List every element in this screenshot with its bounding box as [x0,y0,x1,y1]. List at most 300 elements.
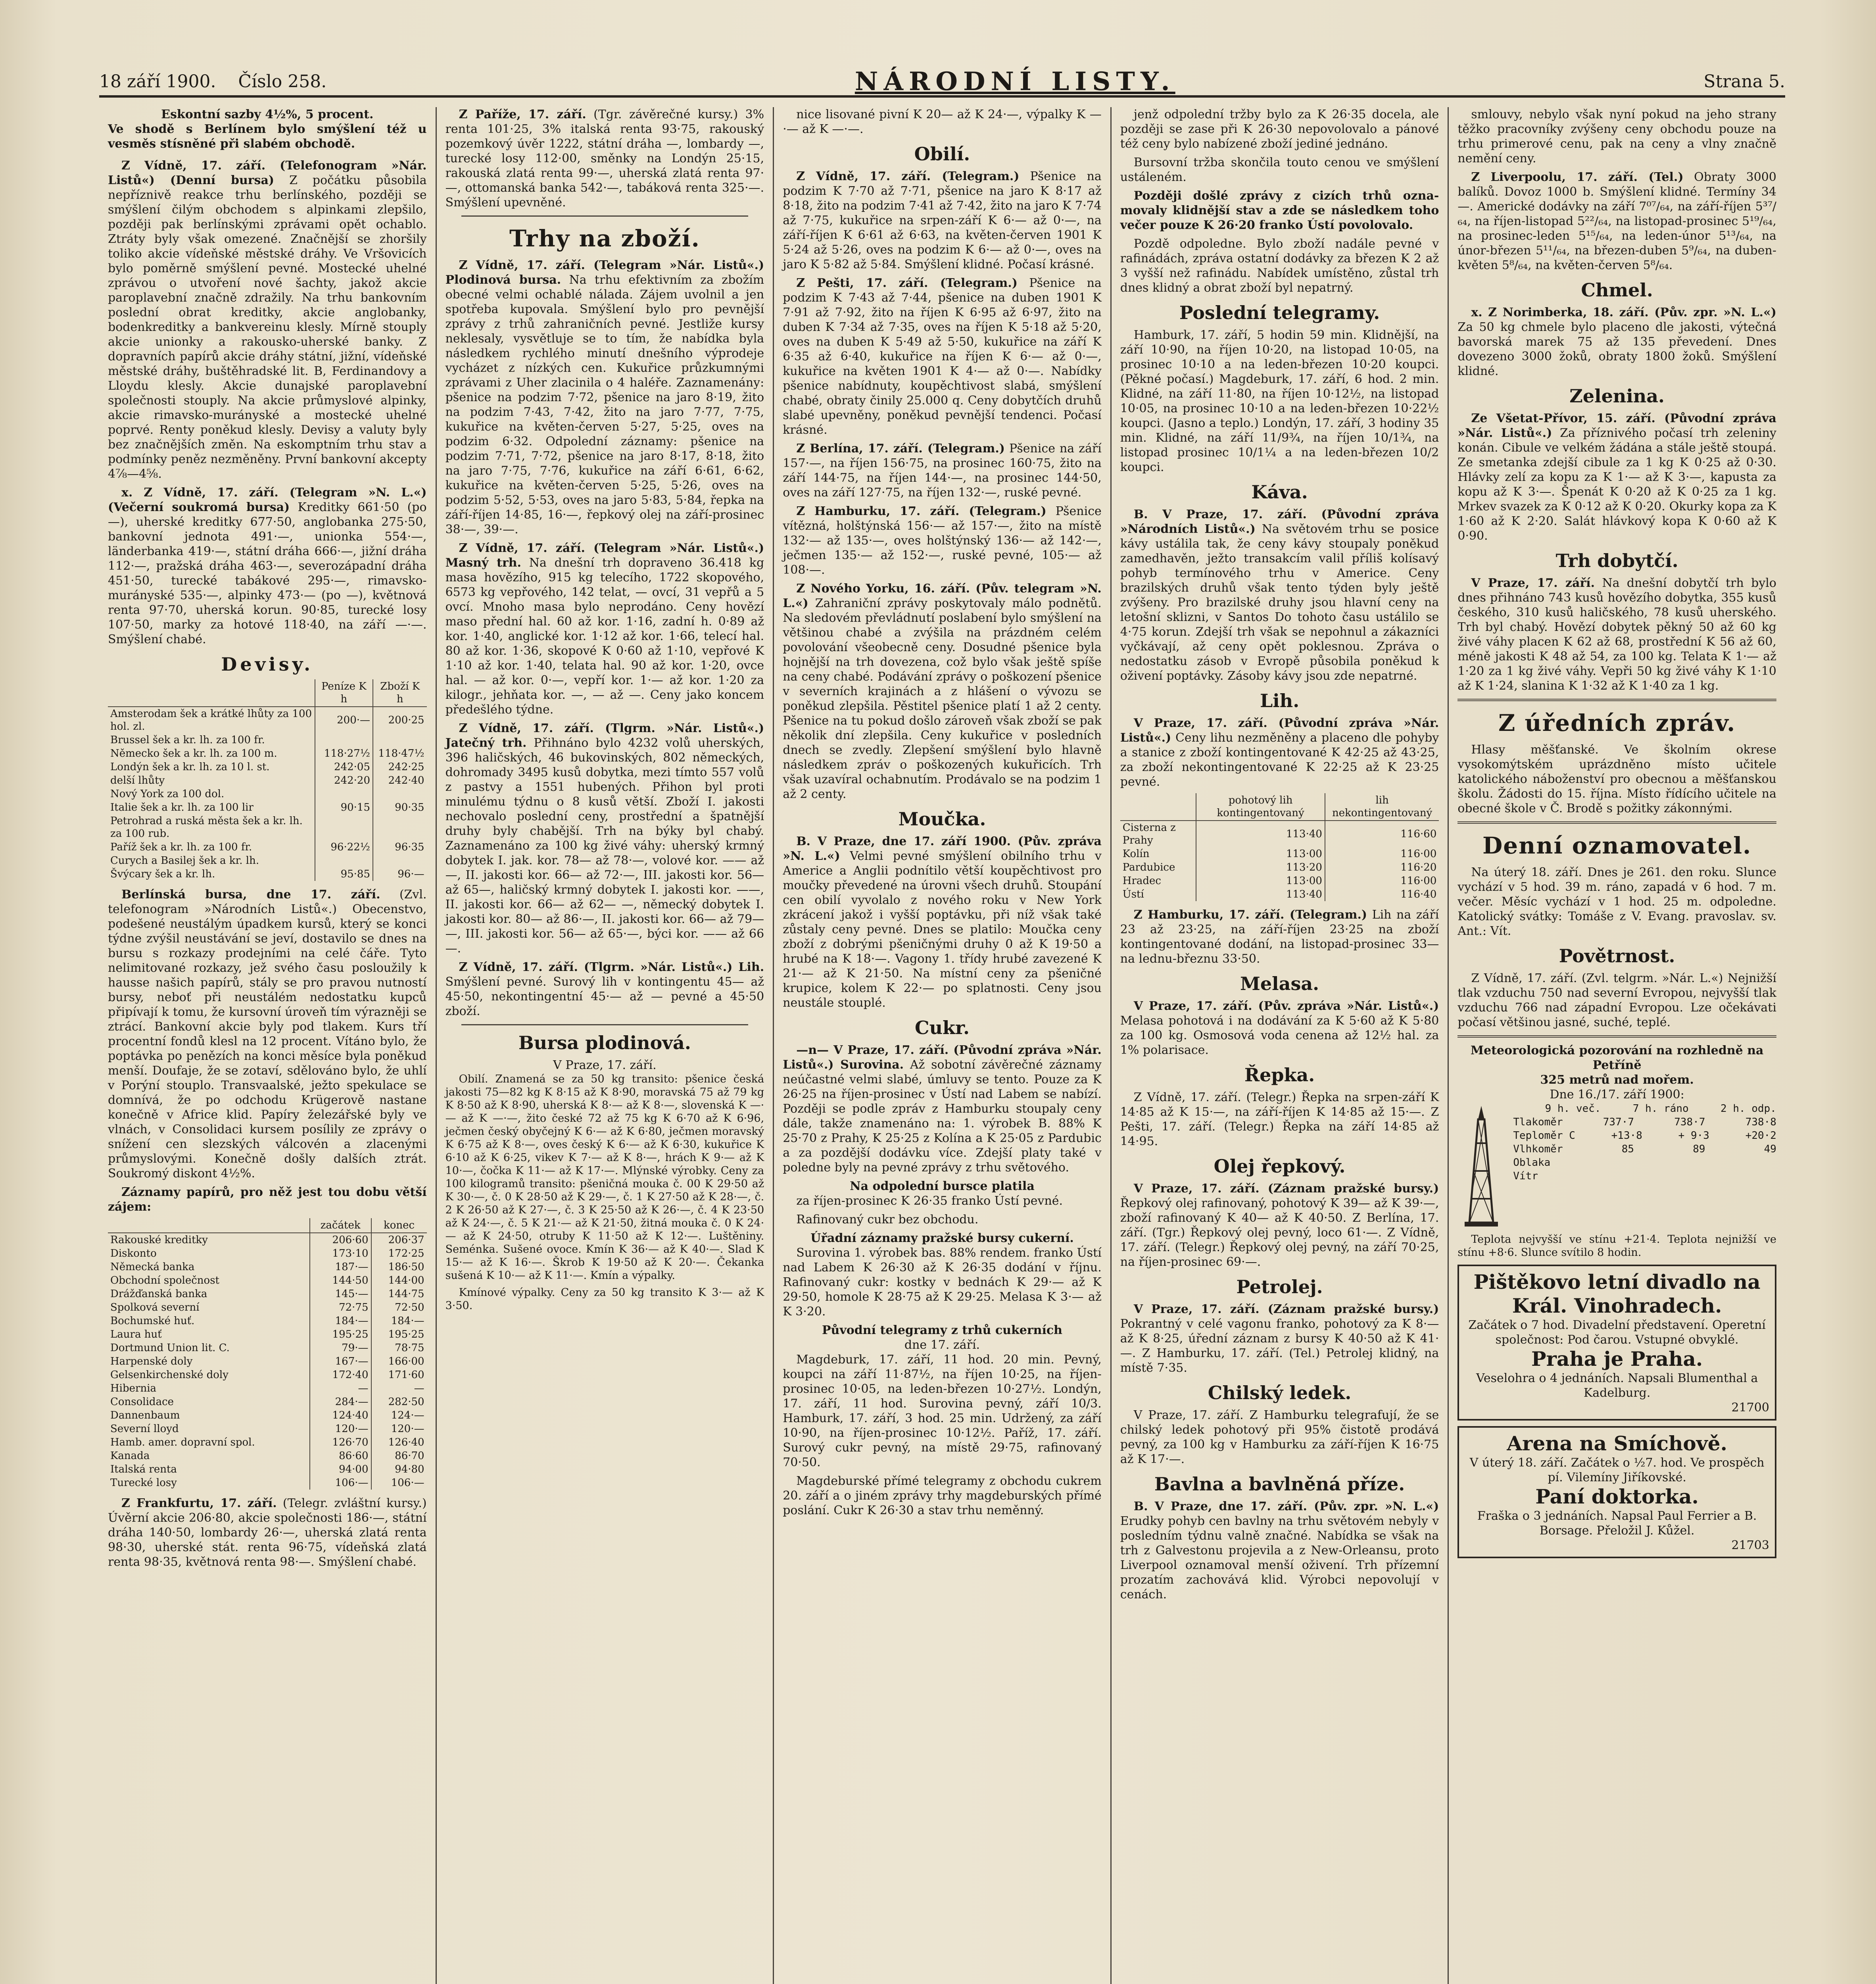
weather-row [1513,1129,1776,1142]
papers-row [108,1436,427,1449]
devisy-row [108,801,427,814]
papers-cell: Gelsenkirchenské doly [110,1369,228,1381]
last-telegrams-text: Hamburk, 17. září, 5 hodin 59 min. Klidnější, na září 10·90, na říjen 10·20, na listopad 10·05, na prosinec 10·10 a na leden-březen 10·20 koupci. (Pěkné počasí.) Magdeburk, 17. září, 6 hod. 2 min. Klidné, na září 11·80, na říjen 10·12½, na listopad 10·05, na prosinec 10·10 a na leden-březen 10·22½ koupci. (Jasno a teplo.) Londýn, 17. září, 3 hodiny 35 min. Klidné, na září 11/9¾, na říjen 10/1¾, na listopad prosinec 10/1¼ a na leden-březen 10/2 koupci. [1120,328,1439,474]
hamburk-spirit-report [1120,907,1439,966]
liverpool-report [1457,170,1776,273]
issue-date: 18 září 1900. [99,71,216,92]
obili-text: Pšenice na podzim K 7·70 až 7·71, pšenice na jaro K 8·17 až 8·18, žito na podzim 7·41 až 7·42, žito na jaro K 7·74 až 7·75, kukuřice na srpen-září K 6·— až 0·—, na září-říjen K 6·61 až 6·63, na květen-červen 1901 K 5·24 až 5·26, oves na podzim K 6·— až 0·—, oves na jaro K 5·82 až 5·84. Smýšlení klidné. Počasí krásné. [783,169,1102,271]
devisy-row [108,733,427,747]
devisy-cell [373,854,427,867]
papers-cell: 79·— [310,1341,371,1355]
melasa-lead: V Praze, 17. září. (Pův. zpráva »Nár. Listů«.) [1133,999,1439,1013]
chil-heading: Chilský ledek. [1208,1382,1352,1403]
zelenina-text: Za příznivého počasí trh zeleniny konán. Cibule ve velkém žádána a stále ještě stoupá. Ze smetanka zdejší cibule za 1 kg K 0·25 až 0·30. Hlávky zelí za kopu za K 1·— až K 3·—, kapusta za kopu až K 3·—. Špenát K 0·20 až K 0·25 za 1 kg. Mrkev svazek za K 0·12 až K 0·20. Okurky kopa za K 1·60 až K 2·20. Salát hlávkový kopa K 0·60 až K 0·90. [1457,426,1776,543]
papers-cell: Německá banka [110,1261,195,1273]
lih-row [1120,847,1439,861]
urad-heading: Z úředních zpráv. [1498,709,1736,736]
papers-cell: 120·— [310,1422,371,1436]
rates-sub: Ve shodě s Berlínem bylo smýšlení též u vesměs stísněné při slabém obchodě. [108,122,427,151]
column-3 [773,107,1110,1984]
papers-cell: 206·60 [310,1233,371,1247]
rafinovany-text: Rafinovaný cukr bez obchodu. [796,1213,979,1227]
melasa-report [1120,999,1439,1057]
newspaper-title: NÁRODNÍ LISTY. [854,66,1175,96]
trh-heading: Trh dobytčí. [1555,550,1678,571]
hamburk-report [783,504,1102,577]
refined-text: za říjen-prosinec K 26·35 franko Ústí pevné. [796,1194,1063,1208]
newyork-text: Zahraniční zprávy poskytovaly málo podnětů. Na sledovém převládnutí poslabení bylo smýšlení na většinou chabé a zvýšila na prázdném celém povolování všeobecně ceny. Dosudné pšenice byla hojnější na trh dovezena, což bylo však ještě spíše na ceny chabé. Podávání zprávy o poškození pšenice v severních krajinách a z hlášení o vývozu se poněkud zlepšila. Pěstitel pšenice platí 1 až 2 centy. Pšenice na tu pokud došlo zároveň však zboží se pak několik dní zlepšila. Ceny kukuřice v posledních dnech se zvedly. Zlepšení smýšlení bylo hlavně následkem zpráv o poškozených kukuřicích. Trh však uzavíral ochabnutím. Prodávalo se na podzim 1 až 2 centy. [783,596,1102,801]
chmel-lead: x. Z Norimberka, 18. září. (Pův. zpr. »N. L.«) [1471,306,1776,319]
weather-sub: 325 metrů nad mořem. [1540,1073,1694,1087]
devisy-cell: Curych a Basilej šek a kr. lh. [110,855,259,867]
papers-cell: 186·50 [371,1260,427,1274]
lih-lead: V Praze, 17. září. (Původní zpráva »Nár. Listů«.) [1120,716,1439,745]
lih-cell: 116·20 [1325,861,1439,874]
devisy-row [108,707,427,733]
columns [99,107,1785,1984]
doktorka-text: Fraška o 3 jednáních. Napsal Paul Ferrier a B. Borsage. Přeložil J. Kůžel. [1477,1509,1757,1538]
weather-cell: Oblaka [1513,1157,1551,1169]
oznamovatel-heading: Denní oznamovatel. [1482,832,1752,859]
paris-text: (Tgr. závěrečné kursy.) 3% renta 101·25, 3% italská renta 93·75, rakouský pozemkový úvěr 1222, státní dráha —, lombardy —, turecké losy 112·00, směnky na Londýn 25·15, rakouská zlatá renta 99·—, uherská zlatá renta 97·—, ottomanská banka 542·—, tabáková renta 325·—. Smýšlení upevněné. [445,108,764,210]
papers-cell: 166·00 [371,1355,427,1368]
chmel-report [1457,305,1776,379]
papers-col-header: konec [371,1218,427,1233]
papers-cell: 171·60 [371,1368,427,1382]
papers-cell: 144·00 [371,1274,427,1287]
trh-lead: V Praze, 17. září. [1471,576,1595,590]
market-heading: Trhy na zboží. [509,225,700,252]
moucka-text: Velmi pevné smýšlení obilního trhu v Americe a Anglii podnítilo větší koupěchtivost pro moučky převedené na úrovni všech druhů. Stoupání cen obilí vyvolalo z nového roku v New York zkrácení jakož i vyšší poptávku, při níž však také zůstaly ceny pevné. Dnes se platilo: Moučka ceny zboží z dobrými pšeničnými druhy 0 až K 19·50 a hrubé na K 18·—. Vagony 1. třídy hrubé zavezené K 21·— až K 21·50. Na místní ceny za pšeničné krupice, kolem K 22·— po splatnosti. Ceny jsou neustále stouplé. [783,849,1102,1010]
devisy-cell [315,787,373,801]
papers-cell: 94·00 [310,1463,371,1476]
cukr-heading: Cukr. [915,1017,970,1038]
hamburk-spirit-lead: Z Hamburku, 17. září. (Telegram.) [1133,908,1367,922]
kava-lead: B. V Praze, 17. září. (Původní zpráva »Národních Listů«.) [1120,508,1439,536]
grain-heading: Bursa plodinová. [518,1032,691,1054]
chmel-heading: Chmel. [1581,279,1653,301]
cukr-text: Až sobotní závěrečné záznamy neúčastné velmi slabé, úmluvy se tento. Pouze za K 26·25 na říjen-prosinec v Ústí nad Labem se nabízí. Později se podle zpráv z Hamburku stoupaly ceny dále, takže znamenáno na: 1. výrobek B. 88% K 25·70 z Prahy, K 25·25 z Kolína a K 25·05 z Pardubic a za pozdější dodávku více. Zdejší platy také v poledne byly na pevné zprávy z trhu světového. [783,1058,1102,1175]
devisy-cell [373,814,427,840]
devisy-cell: 242·20 [315,774,373,787]
trh-text: Na dnešní dobytčí trh bylo dnes přihnáno 743 kusů hovězího dobytka, 355 kusů českého, 310 kusů haličského, 78 kusů uherského. Trh byl chabý. Hovězí dobytek pěkný 50 až 60 kg živé váhy placen K 62 až 68, prostřední K 56 až 60, méně jakosti K 48 až 54, za 100 kg. Telata K 1·— až 1·20 za 1 kg živé váhy. Vepři 50 kg živé váhy K 1·10 až K 1·24, slanina K 1·32 až K 1·40 za 1 kg. [1457,576,1776,693]
papers-col-header [108,1218,310,1233]
papers-cell: 120·— [371,1422,427,1436]
weather-cell: 738·7 [1674,1116,1705,1128]
lih-cell: 113·00 [1196,847,1325,861]
devisy-cell: 96·22½ [315,840,373,854]
vienna2-text: Kreditky 661·50 (po —), uherské kreditky 677·50, anglobanka 275·50, bankovní jednota 491·—, unionka 554·—, länderbanka 419·—, státní dráha 666·—, jižní dráha 112·—, pražská dráha 463·—, severozápadní dráha 451·50, turecké tabákové 295·—, rimavsko-murányské 535·—, alpinky 473·— (po —), květnová renta 97·70, uherská korun. 90·85, turecké losy 107·50, marky za hotové 118·40, na září —·—. Smýšlení chabé. [108,500,427,646]
frankfurt-text: (Telegr. zvláštní kursy.) Úvěrní akcie 206·80, akcie společnosti 186·—, státní dráha 140·50, lombardy 26·—, uherská zlatá renta 98·30, uherské stát. renta 96·75, vídeňská zlatá renta 98·35, květnová renta 98·—. Smýšlení chabé. [108,1496,427,1569]
vienna-report [108,158,427,481]
grain-text: Obilí. Znamená se za 50 kg transito: pšenice česká jakosti 75—82 kg K 8·15 až K 8·90, moravská 75 až 79 kg K 8·50 až K 8·90, uherská K 8·— až K 8·—, slovenská K —·— až K —·—, žito české 72 až 75 kg K 6·70 až K 6·96, ječmen český obyčejný K 6·— až K 6·80, ječmen moravský K 6·75 až K 8·—, oves český K 6·— až K 6·30, kukuřice K 6·10 až K 6·25, vikev K 7·— až K 8·—, hrách K 9·— až K 10·—, čočka K 11·— až K 17·—. Mlýnské výrobky. Ceny za 100 kilogramů transito: pšeničná mouka č. 00 K 29·50 až K 30·—, č. 0 K 28·50 až K 29·—, č. 1 K 27·50 až K 28·—, č. 2 K 26·50 až K 27·—, č. 3 K 25·50 až K 26·—, č. 4 K 23·50 až K 24·—, č. 5 K 21·— až K 21·50, žitná mouka č. 0 K 24·— až K 24·50, otruby K 11·50 až K 12·—. Luštěniny. Seménka. Sušené ovoce. Kmín K 36·— až K 40·—. Slad K 15·— až K 16·—. Škrob K 19·50 až K 20·—. Čekanka sušená K 10·— až K 11·—. Kmín a výpalky. [445,1073,764,1282]
papers-row [108,1422,427,1436]
frankfurt-lead: Z Frankfurtu, 17. září. [121,1496,277,1510]
repka-heading: Řepka. [1244,1064,1315,1086]
weather-cell: Teploměr C [1513,1130,1575,1142]
weather-table [1457,1102,1776,1183]
papers-cell: 94·80 [371,1463,427,1476]
praha-text: Veselohra o 4 jednáních. Napsali Blumenthal a Kadelburg. [1476,1371,1758,1400]
devisy-cell: 118·27½ [315,747,373,760]
papers-row [108,1449,427,1463]
devisy-row [108,854,427,867]
lih-text: Ceny lihu nezměněny a placeno dle pohyby a stanice z zboží kontingentované K 42·25 až 43·25, za zboží nekontingentované K 22·25 až K 23·25 pevné. [1120,731,1439,789]
devisy-cell: Amsterodam šek a krátké lhůty za 100 hol. zl. [110,708,312,732]
papers-cell: Consolidace [110,1396,174,1408]
grain-footer: Kmínové výpalky. Ceny za 50 kg transito K 3·— až K 3·50. [445,1286,764,1312]
divider [461,215,749,217]
papers-cell: 184·— [371,1314,427,1328]
lih-table [1120,793,1439,901]
moucka-heading: Moučka. [898,808,986,830]
papers-cell: 195·25 [310,1328,371,1341]
papers-cell: Kanada [110,1450,150,1462]
lih-cell: Pardubice [1122,861,1175,873]
paris-lead: Z Paříže, 17. září. [459,108,586,121]
devisy-row [108,774,427,787]
papers-row [108,1233,427,1247]
last-telegrams-heading: Poslední telegramy. [1179,302,1380,323]
theatre-text: Začátek o 7 hod. Divadelní představení. Operetní společnost: Pod čarou. Vstupné obvyklé. [1468,1318,1766,1347]
col3-footer: Magdeburské přímé telegramy z obchodu cukrem 20. září a o jiném zprávy trhy magdeburských přímé poslání. Cukr K 26·30 a stav trhu neměnný. [783,1474,1102,1517]
lih-col-header: lih nekontingentovaný [1325,793,1439,821]
devisy-cell: Brussel šek a kr. lh. za 100 fr. [110,734,265,746]
official-heading: Úřadní záznamy pražské bursy cukerní. [810,1231,1074,1245]
devisy-cell: Londýn šek a kr. lh. za 10 l. st. [110,761,270,773]
telegram-sub: dne 17. září. [904,1338,980,1352]
doktorka-num: 21703 [1731,1538,1769,1552]
berlin-text: (Zvl. telefonogram »Národních Listů«.) Obecenstvo, podešené neustálým úpadkem kursů, který se konci týdne zvýšil neustávání se jeví, dostavilo se dnes na bursu s rozkazy prodejními na celé čáře. Tyto nelimitované rozkazy, jež svého času posloužily k hausse našich papírů, stály se pro pravou nutností bursy, neboť při neustálém nedostatku kupců připívají k tomu, že kursovní úroveň tím výrazněji se ztrácí. Bankovní akcie byly pod tlakem. Kurs tří procentní fondů klesl na 12 procent. Vítáno bylo, že poptávka po penězích na konci měsíce byla poněkud menší. Doufaje, že se zotaví, sdělováno bylo, že uhlí v Porýní stouplo. Transvaalské, ježto spekulace se domnívá, že po odchodu Krügerově nastane konečně v Africe klid. Papíry železářské byly ve vlnách, v Consolidaci kursem posílily ze zprávy o snížení cen slezských válcovén a zlacenými průmyslovými. Konečně došly dalších ztrát. Soukromý diskont 4½%. [108,888,427,1180]
arena-text: V úterý 18. září. Začátek o ½7. hod. Ve prospěch pí. Vilemíny Jiříkovské. [1469,1456,1765,1484]
vienna-evening-report [108,485,427,647]
devisy-cell [315,854,373,867]
refined-heading: Na odpolední bursce platila [850,1179,1035,1193]
lih-cell: Cisterna z Prahy [1122,822,1176,846]
praha-num: 21700 [1731,1401,1769,1415]
papers-cell: Spolková severní [110,1302,200,1313]
berlin-report [108,887,427,1181]
papers-row [108,1368,427,1382]
bavlna-lead: B. V Praze, dne 17. září. (Pův. zpr. »N. L.«) [1133,1500,1439,1513]
papers-row [108,1476,427,1490]
lih-col-header: pohotový lih kontingentovaný [1196,793,1325,821]
oznamovatel-text: Na úterý 18. září. Dnes je 261. den roku. Slunce vychází v 5 hod. 39 m. ráno, zapadá v 6 hod. 7 m. večer. Měsíc vychází v 1 hod. 25 m. odpoledne. Katolický svátky: Tomáše z V. Evang. pravoslav. sv. Ant.: Vít. [1457,865,1776,938]
berlin-grain-text: Pšenice na září 157·—, na říjen 156·75, na prosinec 160·75, žito na září 144·75, na říjen 144·—, na prosinec 144·50, oves na září 127·75, na říjen 132·—, ruské pevné. [783,442,1102,500]
col4-intro: jenž odpolední tržby bylo za K 26·35 docela, ale později se zase při K 26·30 nepovolovalo a pánové též ceny bylo nabízené zboží jediné jednáno. [1120,108,1439,151]
papers-cell: 126·40 [371,1436,427,1449]
lih-cell: 116·00 [1325,874,1439,888]
spirit-text: Smýšlení pevné. Surový lih v kontingentu 45— až 45·50, nekontingentní 45·— až — pevné a 45·50 zboží. [445,975,764,1018]
papers-cell: Bochumské huť. [110,1315,195,1327]
col4-intro3: Později došlé zprávy z cizích trhů ozna-movaly klidnější stav a zde se následkem toho večer pouze K 26·20 franko Ústí povolovalo. [1120,189,1439,232]
lih-cell: 113·40 [1196,888,1325,901]
divider [1457,699,1776,701]
povetrnost-text: Z Vídně, 17. září. (Zvl. telgrm. »Nár. L.«) Nejnižší tlak vzduchu 750 nad severní Evropou, nejvyšší tlak vzduchu 766 nad západní Evropou. Lze očekávati počasí většinou jasné, suché, teplé. [1457,971,1776,1029]
devisy-row [108,814,427,840]
weather-cell: Vítr [1513,1170,1538,1182]
issue-number: Číslo 258. [238,71,327,92]
weather-row [1513,1156,1776,1169]
divider [1457,821,1776,824]
weather-heading: Meteorologická pozorování na rozhledně na Petříně [1470,1044,1764,1072]
devisy-cell [373,733,427,747]
pest-report [783,276,1102,437]
papers-cell: 187·— [310,1260,371,1274]
theatre-ad [1457,1265,1776,1421]
weather-cell: 49 [1764,1143,1776,1155]
papers-cell: Rakouské kreditky [110,1234,208,1246]
lih-cell: Kolín [1122,848,1150,860]
obili-heading: Obilí. [914,143,970,165]
devisy-cell: 90·35 [373,801,427,814]
vienna-lead: Z Vídně, 17. září. (Telefonogram »Nár. Listů«) (Denní bursa) [108,159,427,187]
paris-report [445,107,764,210]
newyork-lead: Z Nového Yorku, 16. září. (Pův. telegram »N. L.«) [783,582,1102,610]
page-number: Strana 5. [1703,71,1785,92]
papers-cell: 106·— [310,1476,371,1490]
devisy-row [108,867,427,881]
papers-row [108,1409,427,1422]
meat-text: Na dnešní trh dopraveno 36.418 kg masa hovězího, 915 kg telecího, 1722 skopového, 6573 kg vepřového, 142 telat, — ovcí, 31 vepřů a 5 ovcí. Mnoho masa bylo neprodáno. Ceny hovězí maso přední hal. 60 až kor. 1·16, zadní h. 0·89 až kor. 1·40, anglické kor. 1·12 až kor. 1·66, telecí hal. 80 až kor. 1·36, skopové K 0·60 až 1·10, vepřové K 1·10 až kor. 1·40, telata hal. 90 až kor. 1·20, ovce hal. — až kor. 0·—, vepří kor. 1·— až kor. 1·20 za kilogr., jehňata kor. —, — až —. Ceny jako koncem předešlého týdne. [445,556,764,717]
hamburk-text: Pšenice vítězná, holštýnská 156·— až 157·—, žito na místě 132·— až 135·—, oves holštýnský 136·— až 142·—, ječmen 135·— až 152·—, ruské pevné, 105·— až 108·—. [783,504,1102,577]
weather-cell: 738·8 [1745,1116,1776,1128]
weather-cell: + 9·3 [1678,1130,1709,1142]
meat-lead: Z Vídně, 17. září. (Telegram »Nár. Listů«.) Masný trh. [445,541,764,570]
vienna-grain-lead: Z Vídně, 17. září. (Telegram »Nár. Listů«.) Plodinová bursa. [445,258,764,287]
papers-cell: Drážďanská banka [110,1288,207,1300]
papers-cell: 145·— [310,1287,371,1301]
masthead [99,67,1785,98]
papers-cell: 206·37 [371,1233,427,1247]
papers-cell: Dannenbaum [110,1409,180,1421]
meat-report [445,541,764,717]
papers-cell: 86·60 [310,1449,371,1463]
weather-date: Dne 16./17. září 1900: [1550,1088,1684,1102]
weather-col-header: 7 h. ráno [1632,1103,1689,1115]
chmel-text: Za 50 kg chmele bylo placeno dle jakosti, výtečná bavorská marek 75 až 135 převedení. Dnes dovezeno 3000 žoků, obraty 1800 žoků. Smýšlení klidné. [1457,320,1776,378]
papers-row [108,1314,427,1328]
lih-cell: 116·00 [1325,847,1439,861]
divider [1457,1035,1776,1038]
povetrnost-heading: Povětrnost. [1559,945,1675,967]
lih-row [1120,821,1439,847]
lih-cell: 113·40 [1196,821,1325,847]
bavlna-heading: Bavlna a bavlněná příze. [1154,1473,1405,1495]
devisy-table [108,679,427,881]
column-1 [99,107,436,1984]
papers-cell: 78·75 [371,1341,427,1355]
lih-cell: 116·60 [1325,821,1439,847]
devisy-cell: 242·40 [373,774,427,787]
moucka-lead: B. V Praze, dne 17. září 1900. (Pův. zpráva »N. L.«) [783,834,1102,863]
weather-cell: +20·2 [1745,1130,1776,1142]
olej-heading: Olej řepkový. [1214,1155,1346,1177]
papers-heading: Záznamy papírů, pro něž jest tou dobu větší zájem: [108,1185,427,1214]
weather-row [1513,1169,1776,1183]
theatre-heading: Pištěkovo letní divadlo na Král. Vinohradech. [1473,1270,1761,1317]
arena-heading: Arena na Smíchově. [1507,1432,1728,1455]
divider [461,1024,749,1025]
olej-lead: V Praze, 17. září. (Záznam pražské bursy.) [1133,1182,1439,1196]
melasa-text: Melasa pohotová i na dodávání za K 5·60 až K 5·80 za 100 kg. Osmosová voda cenena až 12½ hal. za 1% polarisace. [1120,1014,1439,1057]
papers-col-header: začátek [310,1218,371,1233]
lih-cell: Ústí [1122,888,1144,900]
devisy-cell [373,787,427,801]
weather-cell: 85 [1621,1143,1634,1155]
papers-cell: 172·40 [310,1368,371,1382]
papers-row [108,1382,427,1395]
petrolej-text: Pokrantný v celé vagonu franko, pohotový za K 8·— až K 8·25, úřední záznam z bursy K 40·50 až K 41·—. Z Hamburku, 17. září. (Tel.) Petrolej klidný, na místě 7·35. [1120,1317,1439,1375]
moucka-report [783,834,1102,1010]
devisy-cell: Petrohrad a ruská města šek a kr. lh. za 100 rub. [110,815,303,840]
devisy-cell [315,733,373,747]
devisy-cell: 90·15 [315,801,373,814]
papers-row [108,1260,427,1274]
devisy-cell [315,814,373,840]
papers-cell: 144·50 [310,1274,371,1287]
papers-cell: Dortmund Union lit. C. [110,1342,230,1354]
slaughter-lead: Z Vídně, 17. září. (Tlgrm. »Nár. Listů«.) Jatečný trh. [445,721,764,750]
slaughter-report [445,721,764,956]
papers-cell: 106·— [371,1476,427,1490]
weather-cell: Tlakoměr [1513,1116,1563,1128]
papers-row [108,1328,427,1341]
devisy-cell: 96·35 [373,840,427,854]
kava-text: Na světovém trhu se posice kávy ustálila tak, že ceny kávy stoupaly poněkud zamedhavěn, ježto transakcím valil příliš kolísavý pohyb termínového trhu v Americe. Ceny brazilských druhů však tento týden byly ještě zvýšeny. Pro brazilské druhy jsou hlavní ceny na letošní sklizni, v Santos Do tohoto času ustálilo se 4·75 korun. Zdejší trh však se nepohnul a zákazníci vyčkávají, až ceny opět poklesnou. Zpráva o nedostatku zásob v Evropě působila poněkud k oživení poptávky. Zásoby kávy jsou zde nepatrné. [1120,522,1439,683]
papers-row [108,1274,427,1287]
vienna2-lead: x. Z Vídně, 17. září. (Telegram »N. L.«) (Večerní soukromá bursa) [108,486,427,514]
papers-cell: 126·70 [310,1436,371,1449]
devisy-cell: Nový York za 100 dol. [110,788,225,800]
melasa-heading: Melasa. [1240,973,1319,994]
zelenina-heading: Zelenina. [1569,385,1665,407]
doktorka-heading: Paní doktorka. [1535,1485,1699,1508]
liverpool-lead: Z Liverpoolu, 17. září. (Tel.) [1471,170,1684,184]
hamburk-spirit-text: Lih na září 23 až 23·25, na září-říjen 23·25 na zboží kontingentované dodání, na listopad-prosinec 33— na lednu-březnu 33·50. [1120,908,1439,966]
weather-cell: Vlhkoměr [1513,1143,1563,1155]
urad-text: Hlasy měšťanské. Ve školním okrese vysokomýtském uprázdněno místo učitele katolického náboženství pro obecnou a měšťanskou školu. Žádosti do 15. října. Místo řídícího učitele na obecné škole v Č. Brodě s požitky zákonnými. [1457,743,1776,815]
lih-cell: 113·00 [1196,874,1325,888]
papers-row [108,1463,427,1476]
kava-heading: Káva. [1251,481,1308,503]
petrolej-heading: Petrolej. [1236,1276,1323,1298]
devisy-row [108,840,427,854]
newyork-report [783,581,1102,802]
arena-ad [1457,1426,1776,1558]
devisy-col-header: Peníze K h [315,679,373,707]
devisy-cell: 118·47½ [373,747,427,760]
devisy-row [108,760,427,774]
papers-cell: — [310,1382,371,1395]
column-4 [1110,107,1448,1984]
papers-cell: Severní lloyd [110,1423,179,1435]
devisy-cell: 95·85 [315,867,373,881]
spirit-lead: Z Vídně, 17. září. (Tlgrm. »Nár. Listů«.) Lih. [459,960,764,974]
papers-cell: Harpenské doly [110,1355,193,1367]
vienna-text: Z počátku působila nepříznivě reakce trhu berlínského, později se smýšlení čilým obchodem s alpinkami zlepšilo, později pak berlínskými zprávami opět ochablo. Ztráty byly však omezené. Značnější se zhoršily toliko akcie vídeňské městské dráhy. Ve Vršovicích bylo poměrně smýšlení pevné. Mostecké uhelné zprávou o utvoření nové šachty, jakož akcie paroplavební značně zdražily. Na trhu bankovním poslední obrat kreditky, akcie anglobanky, bodenkreditky a bankvereinu klesly. Mírně stouply akcie unionky a rakousko-uherské banky. Z dopravních papírů akcie dráhy státní, jižní, vídeňské městské dráhy, buštěhradské lit. B, Ferdinandovy a Lloydu klesly. Akcie dunajské paroplavební společnosti stouply. Na akcie průmyslové alpinky, akcie rimavsko-murányské a mostecké uhelné poprvé. Renty poněkud klesly. Devisy a valuty byly bez značnějších změn. Na eskomptním trhu stav a podmínky peněz nezměněny. První bankovní akcepty 4⅞—4⅝. [108,173,427,481]
petrin-tower-icon [1457,1104,1505,1230]
berlin-grain-report [783,441,1102,500]
telegram-text: Magdeburk, 17. září, 11 hod. 20 min. Pevný, koupci na září 11·87½, na říjen 10·25, na říjen-prosinec 10·05, na leden-březen 10·27½. Londýn, 17. září, 11 hod. Surovina pevný, září 10/3. Hamburk, 17. září, 3 hod. 25 min. Udržený, za září 10·90, na říjen-prosinec 10·12½. Paříž, 17. září. Surový cukr pevný, na místě 29·75, rafinovaný 70·50. [783,1353,1102,1469]
papers-cell: Laura huť [110,1328,162,1340]
weather-block [1457,1102,1776,1259]
devisy-cell: 200·25 [373,707,427,733]
weather-col-header: 9 h. več. [1545,1103,1601,1115]
papers-cell: 124·— [371,1409,427,1422]
papers-cell: 172·25 [371,1247,427,1260]
telegram-heading: Původní telegramy z trhů cukerních [822,1323,1062,1337]
devisy-col-header [108,679,315,707]
papers-cell: 86·70 [371,1449,427,1463]
papers-row [108,1287,427,1301]
obili-lead: Z Vídně, 17. září. (Telegram.) [796,169,1020,183]
lih-heading: Lih. [1260,690,1300,711]
lih-cell: 113·20 [1196,861,1325,874]
bavlna-report [1120,1499,1439,1602]
cukr-report [783,1043,1102,1175]
papers-cell: Hibernia [110,1382,157,1394]
pest-lead: Z Pešti, 17. září. (Telegram.) [796,276,1018,290]
vienna-grain-report [445,258,764,537]
papers-cell: 124·40 [310,1409,371,1422]
chil-text: V Praze, 17. září. Z Hamburku telegrafují, že se chilský ledek pohotový při 95% čistotě prodává pevný, za 100 kg v Hamburku za září-říjen K 16·75 až K 17·—. [1120,1408,1439,1466]
petrolej-lead: V Praze, 17. září. (Záznam pražské bursy.) [1133,1302,1439,1316]
papers-cell: 184·— [310,1314,371,1328]
col4-intro2: Bursovní tržba skončila touto cenou ve smýšlení ustáleném. [1120,156,1439,184]
devisy-heading: Devisy. [221,654,314,675]
papers-cell: 195·25 [371,1328,427,1341]
papers-cell: Obchodní společnost [110,1275,219,1286]
repka-text: Z Vídně, 17. září. (Telegr.) Řepka na srpen-září K 14·85 až K 15·—, na září-říjen K 14·85 až 15·—. Z Pešti, 17. září. (Telegr.) Řepka na září 14·85 až 14·95. [1120,1090,1439,1148]
hamburk-lead: Z Hamburku, 17. září. (Telegram.) [796,504,1046,518]
devisy-cell: 200·— [315,707,373,733]
column-2 [436,107,773,1984]
papers-row [108,1247,427,1260]
weather-row [1513,1142,1776,1156]
papers-cell: Hamb. amer. dopravní spol. [110,1436,255,1448]
pest-text: Pšenice na podzim K 7·43 až 7·44, pšenice na duben 1901 K 7·91 až 7·92, žito na říjen K 6·95 až 6·97, žito na duben K 7·34 až 7·35, oves na říjen K 5·18 až 5·20, oves na duben K 5·49 až 5·50, kukuřice na září K 6·35 až 6·40, kukuřice na říjen K 6·— až 0·—, kukuřice na květen 1901 K 4·— až 0·—. Nabídky pšenice nabídnuty, koupěchtivost slabá, smýšlení chabé, obraty činily 25.000 q. Ceny dobytčích druhů slabé upevněny, poněkud pevnější tendenci. Počasí krásné. [783,276,1102,437]
lih-cell: 116·40 [1325,888,1439,901]
papers-cell: Turecké losy [110,1477,177,1489]
papers-row [108,1341,427,1355]
frankfurt-report [108,1496,427,1569]
weather-header-row [1513,1102,1776,1115]
petrolej-report [1120,1302,1439,1375]
grain-lead: V Praze, 17. září. [553,1058,657,1072]
lih-cell: Hradec [1122,875,1161,887]
papers-cell: 284·— [310,1395,371,1409]
olej-text: Řepkový olej rafinovaný, pohotový K 39— až K 39·—, zboží rafinovaný K 40— až K 40·50. Z Berlína, 17. září. (Tgr.) Řepkový olej pevný, loco 61·—. Z Vídně, 17. září. (Telegr.) Řepkový olej pevný, na září 70·25, na říjen-prosinec 69·—. [1120,1196,1439,1269]
col4-intro4: Pozdě odpoledne. Bylo zboží nadále pevné v rafinádách, zpráva ostatní dodávky za březen K 2 až 3 vyšší než rafinádu. Nabídek umístěno, zůstal trh dnes klidný a obrat zboží byl nepatrný. [1120,237,1439,295]
papers-cell: 282·50 [371,1395,427,1409]
devisy-row [108,747,427,760]
papers-cell: 144·75 [371,1287,427,1301]
weather-col-header: 2 h. odp. [1720,1103,1776,1115]
devisy-cell: Německo šek a kr. lh. za 100 m. [110,748,277,759]
berlin-grain-lead: Z Berlína, 17. září. (Telegram.) [796,442,1005,456]
papers-row [108,1301,427,1314]
papers-row [108,1355,427,1368]
vienna-grain-text: Na trhu efektivním za zbožím obecné velmi ochablé nálada. Zájem uvolnil a jen spotřeba kupovala. Smýšlení bylo pro pevnější zprávy z trhů zahraničních pevné. Jestliže kursy neklesaly, vysvětluje se to tím, že nabídka byla následkem rychlého minutí dnešního výprodeje vycházet z nízkých cen. Kukuřice průzkumnými zprávami z Uher zlacinila o 4 haléře. Zaznamenány: pšenice na podzim 7·72, pšenice na jaro 8·19, žito na podzim 7·43, 7·42, žito na jaro 7·77, 7·75, kukuřice na květen-červen 5·27, 5·25, oves na podzim 6·32. Odpolední záznamy: pšenice na podzim 7·71, 7·72, pšenice na jaro 8·17, 8·18, žito na jaro 7·75, 7·76, kukuřice na září 6·61, 6·62, kukuřice na květen-červen 5·25, 5·26, oves na podzim 5·52, 5·53, oves na jaro 5·83, 5·84, řepka na září-říjen 14·85, 16·—, řepkový olej na září-prosinec 38·—, 39·—. [445,273,764,536]
weather-cell: 89 [1693,1143,1705,1155]
devisy-row [108,787,427,801]
lih-col-header [1120,793,1196,821]
column-5 [1448,107,1785,1984]
devisy-cell: Italie šek a kr. lh. za 100 lir [110,802,253,813]
lih-row [1120,861,1439,874]
devisy-cell: Švýcary šek a kr. lh. [110,868,215,880]
